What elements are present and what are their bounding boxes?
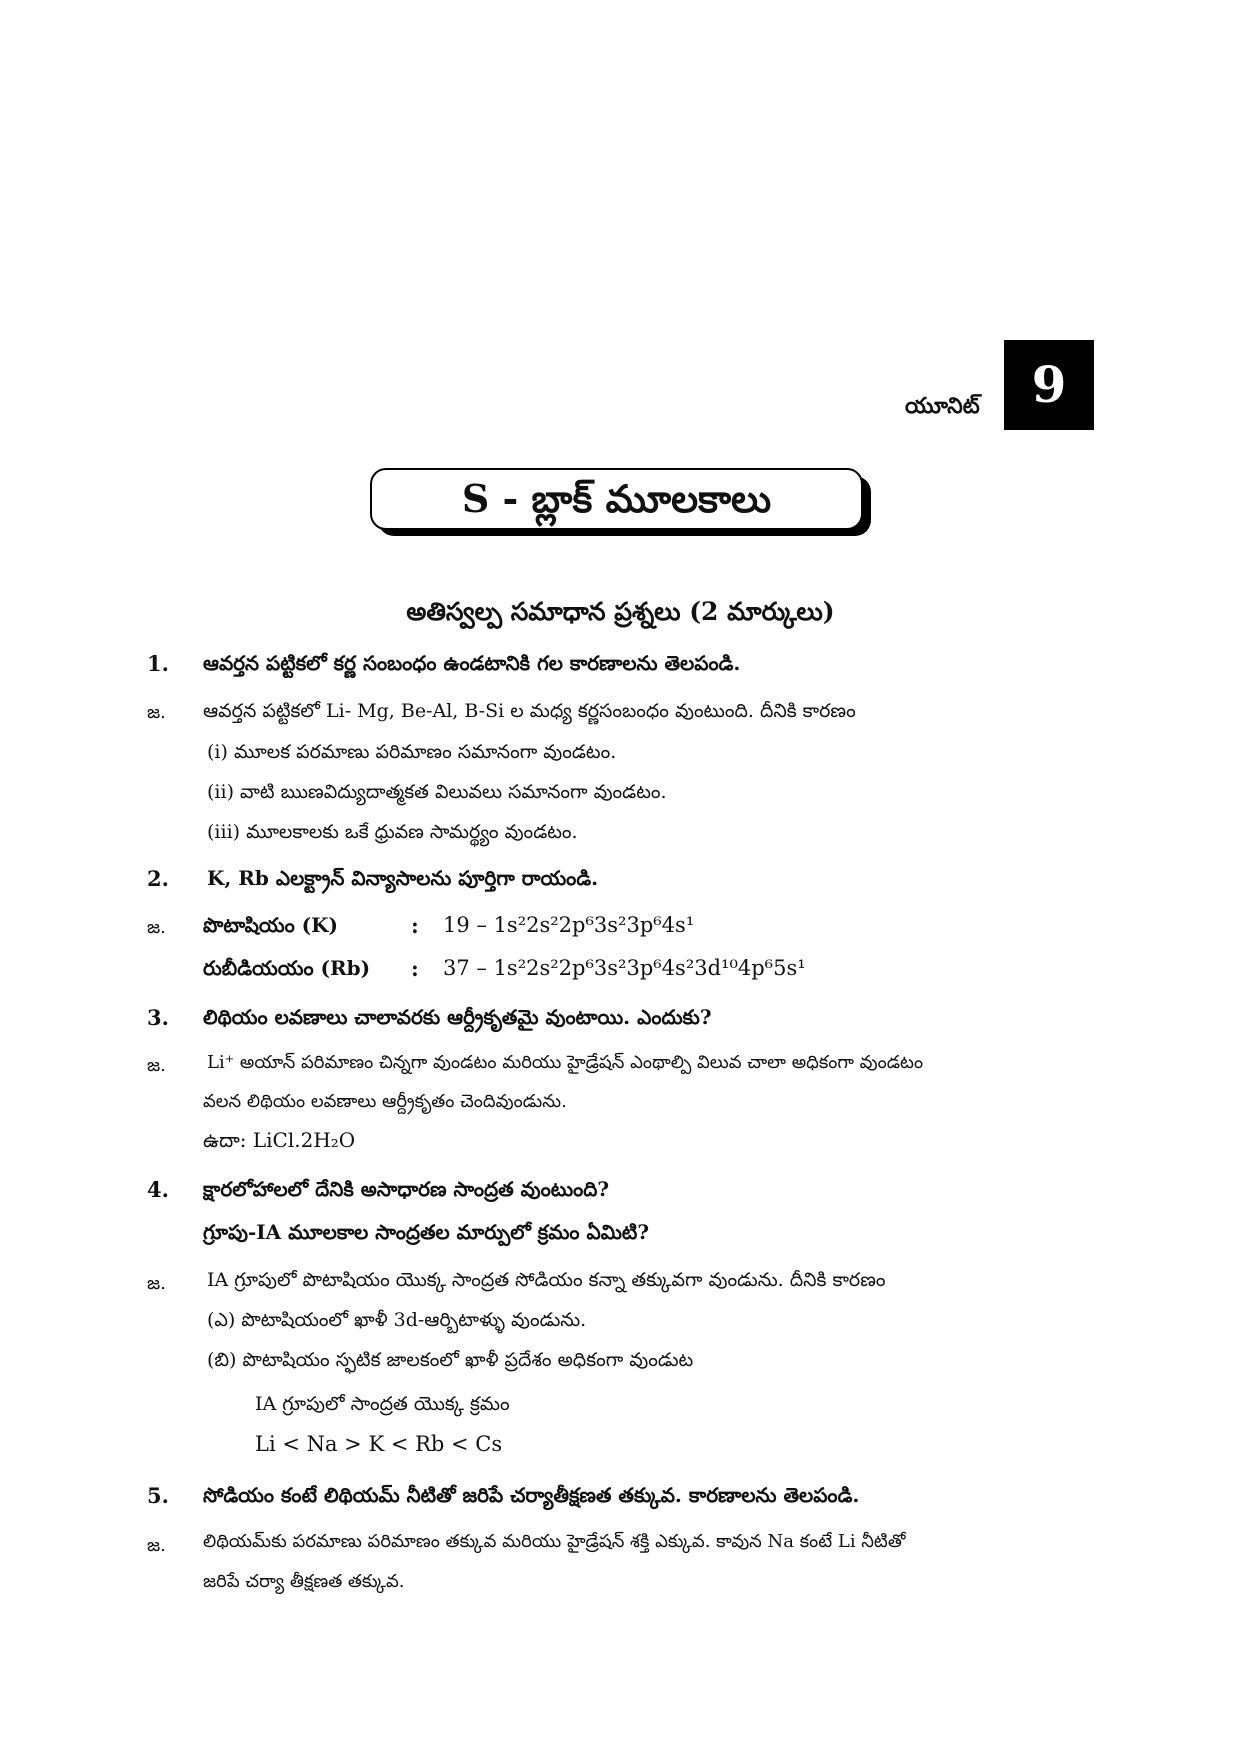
q3-question: లిథియం లవణాలు చాలావరకు ఆర్ద్రీకృతమై వుంటాయి. ఎందుకు? — [203, 1005, 712, 1029]
q4-number: 4. — [147, 1177, 169, 1202]
q1-point-3: (iii) మూలకాలకు ఒకే ధ్రువణ సామర్థ్యం వుండటం. — [207, 821, 578, 843]
q1-point-1: (i) మూలక పరమాణు పరిమాణం సమానంగా వుండటం. — [207, 741, 617, 763]
q2-k-config: 19 – 1s²2s²2p⁶3s²3p⁶4s¹ — [443, 913, 695, 937]
q5-answer-line-1: లిథియమ్‌కు పరమాణు పరిమాణం తక్కువ మరియు హైడ్రేషన్ శక్తి ఎక్కువ. కావున Na కంటే Li నీటితో — [203, 1531, 906, 1552]
q5-answer-line-2: జరిపే చర్యా తీక్షణత తక్కువ. — [203, 1571, 405, 1592]
q4-order: Li < Na > K < Rb < Cs — [255, 1432, 503, 1456]
q4-answer-marker: జ. — [147, 1273, 166, 1294]
q2-rb-config: 37 – 1s²2s²2p⁶3s²3p⁶4s²3d¹⁰4p⁶5s¹ — [443, 956, 806, 980]
q5-number: 5. — [147, 1483, 169, 1508]
q4-question-line-1: క్షారలోహాలలో దేనికి అసాధారణ సాంద్రత వుంటుంది? — [203, 1177, 610, 1201]
unit-header — [880, 340, 1095, 430]
q4-order-label: IA గ్రూపులో సాంద్రత యొక్క క్రమం — [255, 1393, 510, 1415]
q2-number: 2. — [147, 866, 169, 891]
q4-point-a: (ఎ) పొటాషియంలో ఖాళీ 3d-ఆర్బిటాళ్ళు వుండును. — [207, 1309, 587, 1331]
section-heading: అతిస్వల్ప సమాధాన ప్రశ్నలు (2 మార్కులు) — [406, 597, 835, 626]
q3-example: ఉదా: LiCl.2H₂O — [203, 1128, 356, 1152]
unit-number: 9 — [1004, 340, 1094, 430]
q3-answer-line-1: Li⁺ అయాన్ పరిమాణం చిన్నగా వుండటం మరియు హైడ్రేషన్ ఎంథాల్పి విలువ చాలా అధికంగా వుండటం — [207, 1052, 924, 1073]
q1-answer-marker: జ. — [147, 702, 166, 723]
q2-question: K, Rb ఎలక్ట్రాన్ విన్యాసాలను పూర్తిగా రాయండి. — [207, 866, 599, 890]
q2-rb-label: రుబీడియయం (Rb) — [203, 956, 371, 980]
q4-point-b: (బి) పొటాషియం స్ఫటిక జాలకంలో ఖాళీ ప్రదేశం అధికంగా వుండుట — [207, 1349, 694, 1371]
q3-answer-line-2: వలన లిథియం లవణాలు ఆర్ద్రీకృతం చెందివుండును. — [203, 1091, 567, 1112]
q1-question: ఆవర్తన పట్టికలో కర్ణ సంబంధం ఉండటానికి గల కారణాలను తెలపండి. — [203, 651, 741, 675]
q3-answer-marker: జ. — [147, 1055, 166, 1076]
unit-label: యూనిట్ — [905, 393, 980, 419]
q2-rb-colon: : — [411, 956, 419, 981]
q2-k-label: పొటాషియం (K) — [203, 913, 338, 937]
q2-k-colon: : — [411, 913, 419, 938]
q1-number: 1. — [147, 651, 169, 676]
q1-answer: ఆవర్తన పట్టికలో Li- Mg, Be-Al, B-Si ల మధ్య కర్ణసంబంధం వుంటుంది. దీనికి కారణం — [203, 700, 856, 722]
q4-answer: IA గ్రూపులో పొటాషియం యొక్క సాంద్రత సోడియం కన్నా తక్కువగా వుండును. దీనికి కారణం — [207, 1269, 886, 1291]
q5-question: సోడియం కంటే లిథియమ్ నీటితో జరిపే చర్యాతీక్షణత తక్కువ. కారణాలను తెలపండి. — [203, 1483, 860, 1507]
q4-question-line-2: గ్రూపు-IA మూలకాల సాంద్రతల మార్పులో క్రమం ఏమిటి? — [203, 1220, 650, 1244]
q3-number: 3. — [147, 1005, 169, 1030]
q2-answer-marker: జ. — [147, 917, 166, 938]
q1-point-2: (ii) వాటి ఋణవిద్యుదాత్మకత విలువలు సమానంగా వుండటం. — [207, 781, 667, 803]
q5-answer-marker: జ. — [147, 1535, 166, 1556]
chapter-title: S - బ్లాక్ మూలకాలు — [370, 468, 863, 530]
